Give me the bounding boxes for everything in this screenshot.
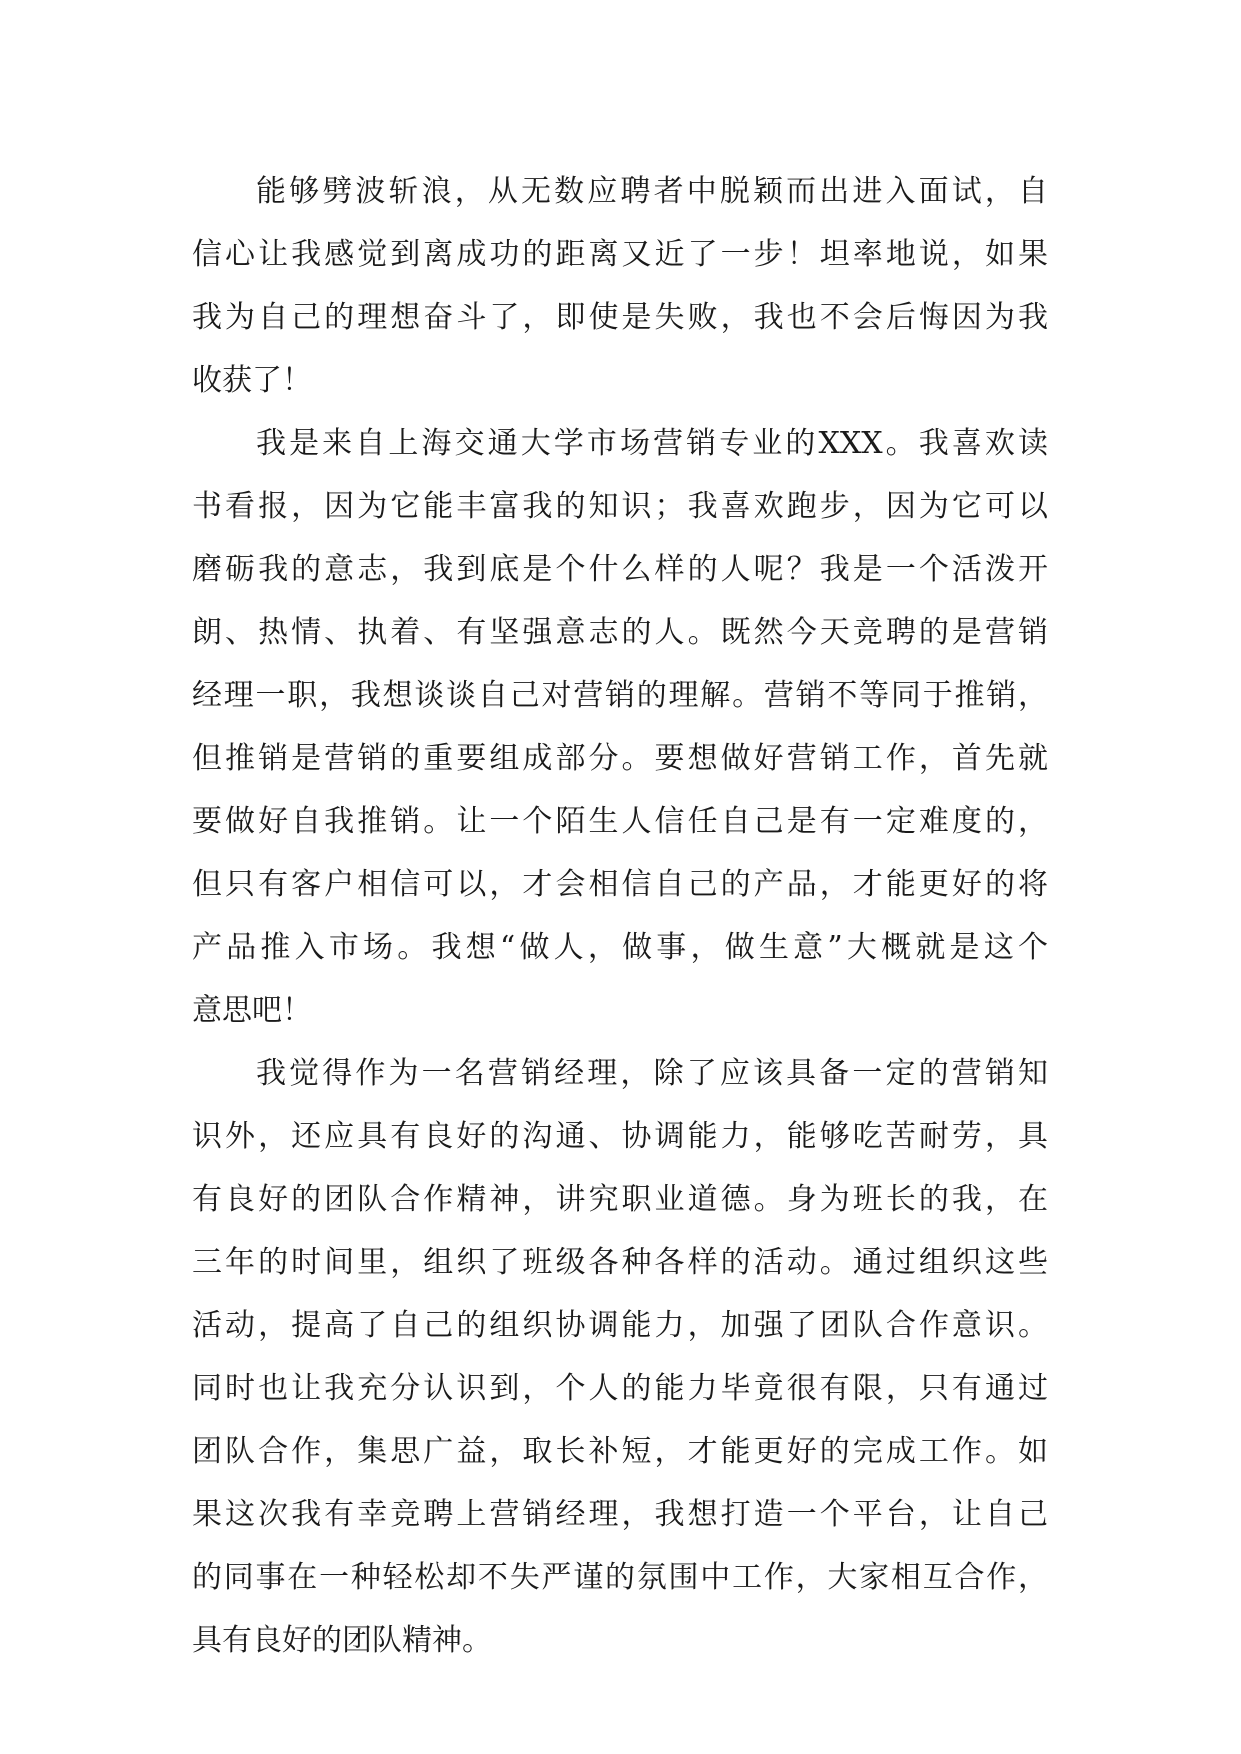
paragraph-1-line-3: 我为自己的理想奋斗了，即使是失败，我也不会后悔因为我 — [192, 300, 1048, 335]
paragraph-3-line-4: 三年的时间里，组织了班级各种各样的活动。通过组织这些 — [192, 1245, 1048, 1280]
paragraph-2-line-9: 产品推入市场。我想“做人，做事，做生意”大概就是这个 — [192, 930, 1048, 965]
paragraph-2-line-6: 但推销是营销的重要组成部分。要想做好营销工作，首先就 — [192, 741, 1048, 776]
paragraph-3-line-8: 果这次我有幸竞聘上营销经理，我想打造一个平台，让自己 — [192, 1497, 1048, 1532]
paragraph-3-line-2: 识外，还应具有良好的沟通、协调能力，能够吃苦耐劳，具 — [192, 1119, 1048, 1154]
paragraph-2-line-4: 朗、热情、执着、有坚强意志的人。既然今天竞聘的是营销 — [192, 615, 1048, 650]
paragraph-1-line-4: 收获了！ — [192, 363, 312, 398]
paragraph-1-line-2: 信心让我感觉到离成功的距离又近了一步！坦率地说，如果 — [192, 237, 1048, 272]
paragraph-2-line-2: 书看报，因为它能丰富我的知识；我喜欢跑步，因为它可以 — [192, 489, 1048, 524]
paragraph-3-line-7: 团队合作，集思广益，取长补短，才能更好的完成工作。如 — [192, 1434, 1048, 1469]
paragraph-3-line-6: 同时也让我充分认识到，个人的能力毕竟很有限，只有通过 — [192, 1371, 1048, 1406]
paragraph-3-line-10: 具有良好的团队精神。 — [192, 1623, 492, 1658]
paragraph-3-line-9: 的同事在一种轻松却不失严谨的氛围中工作，大家相互合作， — [192, 1560, 1048, 1595]
paragraph-3-line-5: 活动，提高了自己的组织协调能力，加强了团队合作意识。 — [192, 1308, 1048, 1343]
paragraph-2-line-7: 要做好自我推销。让一个陌生人信任自己是有一定难度的， — [192, 804, 1048, 839]
paragraph-3-line-1: 我觉得作为一名营销经理，除了应该具备一定的营销知 — [256, 1056, 1048, 1091]
paragraph-1-line-1: 能够劈波斩浪，从无数应聘者中脱颖而出进入面试，自 — [256, 174, 1048, 209]
body-text — [192, 160, 1048, 1672]
paragraph-2-line-5: 经理一职，我想谈谈自己对营销的理解。营销不等同于推销， — [192, 678, 1048, 713]
paragraph-2-line-8: 但只有客户相信可以，才会相信自己的产品，才能更好的将 — [192, 867, 1048, 902]
paragraph-2-line-3: 磨砺我的意志，我到底是个什么样的人呢？我是一个活泼开 — [192, 552, 1048, 587]
paragraph-2-line-10: 意思吧！ — [192, 993, 312, 1028]
paragraph-3-line-3: 有良好的团队合作精神，讲究职业道德。身为班长的我，在 — [192, 1182, 1048, 1217]
paragraph-2-line-1: 我是来自上海交通大学市场营销专业的XXX。我喜欢读 — [256, 426, 1048, 461]
